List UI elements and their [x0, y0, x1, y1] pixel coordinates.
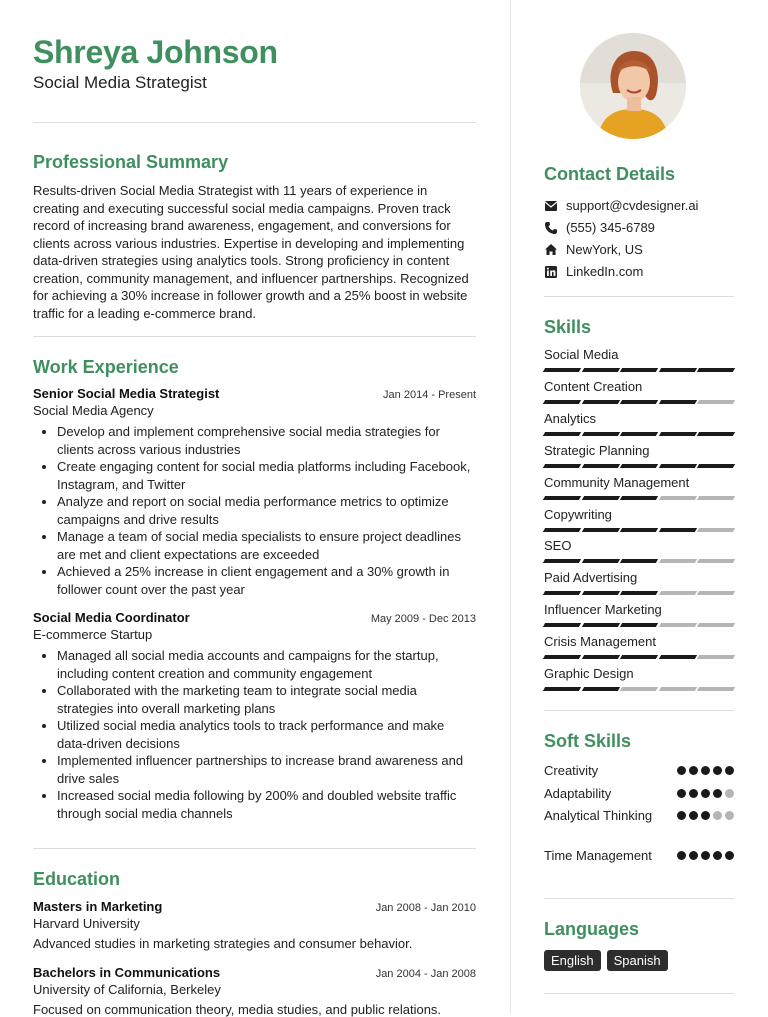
rating-dot — [677, 851, 686, 860]
list-item: • Analyze and report on social media performance metrics to optimize campaigns and drive results — [57, 493, 476, 528]
soft-skill-item — [544, 807, 734, 825]
skill-level-segment — [581, 496, 619, 500]
skill-level-segment — [581, 464, 619, 468]
skill-name: Strategic Planning — [544, 443, 650, 458]
rating-dot — [701, 851, 710, 860]
skill-level-bar — [544, 496, 734, 500]
skill-level-segment — [620, 464, 658, 468]
skill-item — [544, 475, 734, 500]
list-item: • Implemented influencer partnerships to increase brand awareness and drive sales — [57, 752, 476, 787]
linkedin-icon — [544, 265, 558, 279]
skill-level-segment — [659, 623, 697, 627]
divider — [544, 296, 734, 297]
candidate-title: Social Media Strategist — [33, 73, 207, 92]
job-bullets — [33, 647, 476, 822]
divider — [33, 122, 476, 123]
job-title: Senior Social Media Strategist — [33, 386, 220, 401]
skill-level-bar — [544, 623, 734, 627]
skill-level-bar — [544, 655, 734, 659]
rating-dot — [689, 811, 698, 820]
skill-level-segment — [620, 655, 658, 659]
school: University of California, Berkeley — [33, 982, 221, 997]
skill-level-segment — [543, 528, 581, 532]
list-item: • Managed all social media accounts and campaigns for the startup, including content creation and community engagement — [57, 647, 476, 682]
skill-level-segment — [659, 687, 697, 691]
skill-name: Copywriting — [544, 507, 612, 522]
skill-item — [544, 507, 734, 532]
rating-dot — [689, 766, 698, 775]
list-item: • Manage a team of social media specialists to ensure project deadlines are met and client expectations are exceeded — [57, 528, 476, 563]
language-badge: English — [544, 950, 601, 971]
skill-item — [544, 379, 734, 404]
phone-icon — [544, 221, 558, 235]
skill-level-bar — [544, 528, 734, 532]
degree: Masters in Marketing — [33, 899, 163, 914]
skill-item — [544, 634, 734, 659]
skill-name: SEO — [544, 538, 572, 553]
skill-level-segment — [659, 655, 697, 659]
rating-dot — [725, 811, 734, 820]
envelope-icon — [544, 199, 558, 213]
column-divider — [510, 0, 511, 1014]
contact-text: LinkedIn.com — [566, 264, 644, 279]
skill-level-bar — [544, 400, 734, 404]
skill-item — [544, 347, 734, 372]
list-item: • Develop and implement comprehensive social media strategies for clients across various industries — [57, 423, 476, 458]
skill-level-segment — [543, 559, 581, 563]
skill-level-segment — [659, 496, 697, 500]
skill-level-segment — [581, 687, 619, 691]
skill-item — [544, 443, 734, 468]
rating-dot — [701, 811, 710, 820]
skill-level-segment — [697, 591, 735, 595]
skill-name: Crisis Management — [544, 634, 656, 649]
skill-item — [544, 570, 734, 595]
education-date: Jan 2008 - Jan 2010 — [375, 902, 476, 914]
contact-text: (555) 345-6789 — [566, 220, 655, 235]
skill-level-segment — [581, 368, 619, 372]
languages-heading: Languages — [544, 919, 640, 939]
contact-location — [544, 242, 643, 257]
skill-level-segment — [543, 368, 581, 372]
skill-level-segment — [581, 591, 619, 595]
skill-level-bar — [544, 591, 734, 595]
skill-level-segment — [620, 591, 658, 595]
skill-level-segment — [697, 496, 735, 500]
skill-level-segment — [659, 528, 697, 532]
soft-skill-item — [544, 762, 734, 780]
skill-level-segment — [659, 368, 697, 372]
skill-level-segment — [620, 400, 658, 404]
education-heading: Education — [33, 869, 121, 889]
rating-dot — [677, 766, 686, 775]
home-icon — [544, 243, 558, 257]
skill-level-segment — [697, 623, 735, 627]
soft-skill-name: Creativity — [544, 763, 599, 778]
skill-level-segment — [581, 655, 619, 659]
rating-dot — [725, 789, 734, 798]
contact-linkedin — [544, 264, 643, 279]
skill-level-segment — [697, 655, 735, 659]
contact-text: NewYork, US — [566, 242, 643, 257]
skill-level-segment — [697, 464, 735, 468]
skill-level-segment — [620, 528, 658, 532]
skill-level-segment — [620, 623, 658, 627]
skill-level-segment — [697, 400, 735, 404]
list-item: • Increased social media following by 200% and doubled website traffic through social media channels — [57, 787, 476, 822]
skill-level-segment — [659, 464, 697, 468]
rating-dot — [677, 811, 686, 820]
soft-skill-name: Adaptability — [544, 786, 612, 801]
rating-dot — [713, 851, 722, 860]
job-org: Social Media Agency — [33, 403, 154, 418]
skill-level-bar — [544, 559, 734, 563]
rating-dot — [725, 851, 734, 860]
skill-name: Graphic Design — [544, 666, 634, 681]
skill-level-segment — [659, 559, 697, 563]
skill-item — [544, 666, 734, 691]
skill-item — [544, 538, 734, 563]
job-bullets — [33, 423, 476, 598]
job-title: Social Media Coordinator — [33, 610, 190, 625]
skill-level-segment — [697, 528, 735, 532]
rating-dot — [677, 789, 686, 798]
skill-level-segment — [581, 528, 619, 532]
list-item: • Create engaging content for social media platforms including Facebook, Instagram, and Twitter — [57, 458, 476, 493]
rating-dot — [713, 789, 722, 798]
skill-level-segment — [581, 432, 619, 436]
education-desc: Advanced studies in marketing strategies and consumer behavior. — [33, 936, 413, 951]
education-desc: Focused on communication theory, media studies, and public relations. — [33, 1002, 442, 1017]
job-entry — [33, 386, 476, 598]
contact-text: support@cvdesigner.ai — [566, 198, 699, 213]
skill-level-segment — [543, 687, 581, 691]
skill-level-bar — [544, 368, 734, 372]
soft-skill-rating — [677, 789, 734, 803]
soft-skill-name: Time Management — [544, 848, 652, 863]
skill-level-bar — [544, 464, 734, 468]
skill-item — [544, 411, 734, 436]
divider — [544, 993, 734, 994]
skill-level-segment — [581, 400, 619, 404]
work-heading: Work Experience — [33, 357, 179, 377]
languages-list — [544, 950, 668, 971]
rating-dot — [725, 766, 734, 775]
skill-level-bar — [544, 432, 734, 436]
soft-skill-rating — [677, 851, 734, 865]
skill-level-segment — [659, 432, 697, 436]
skill-name: Influencer Marketing — [544, 602, 662, 617]
candidate-name: Shreya Johnson — [33, 34, 278, 70]
rating-dot — [689, 851, 698, 860]
rating-dot — [701, 766, 710, 775]
skill-name: Community Management — [544, 475, 690, 490]
rating-dot — [713, 811, 722, 820]
soft-skill-name: Analytical Thinking — [544, 808, 653, 823]
skill-level-segment — [620, 559, 658, 563]
language-badge: Spanish — [607, 950, 668, 971]
skill-level-segment — [543, 591, 581, 595]
summary-heading: Professional Summary — [33, 152, 229, 172]
skills-heading: Skills — [544, 317, 592, 337]
list-item: • Achieved a 25% increase in client engagement and a 30% growth in follower count over the past year — [57, 563, 476, 598]
education-entry — [33, 965, 476, 1017]
education-date: Jan 2004 - Jan 2008 — [375, 968, 476, 980]
skill-level-segment — [620, 496, 658, 500]
skill-level-segment — [581, 559, 619, 563]
skill-level-segment — [697, 368, 735, 372]
skill-level-segment — [543, 432, 581, 436]
education-entry — [33, 899, 476, 951]
skill-level-segment — [659, 591, 697, 595]
soft-skill-item — [544, 785, 734, 803]
rating-dot — [689, 789, 698, 798]
job-org: E-commerce Startup — [33, 627, 153, 642]
contact-heading: Contact Details — [544, 164, 676, 184]
skill-level-segment — [543, 400, 581, 404]
skill-level-segment — [543, 655, 581, 659]
skill-level-bar — [544, 687, 734, 691]
skill-level-segment — [543, 464, 581, 468]
list-item: • Utilized social media analytics tools to track performance and make data-driven decisions — [57, 717, 476, 752]
skill-level-segment — [697, 687, 735, 691]
soft-skill-item — [544, 847, 734, 865]
list-item: • Collaborated with the marketing team to integrate social media strategies into overall marketing plans — [57, 682, 476, 717]
skill-level-segment — [697, 432, 735, 436]
job-date: Jan 2014 - Present — [383, 389, 476, 401]
skill-name: Content Creation — [544, 379, 643, 394]
divider — [544, 898, 734, 899]
skill-level-segment — [581, 623, 619, 627]
skill-level-segment — [543, 496, 581, 500]
skill-level-segment — [659, 400, 697, 404]
contact-phone — [544, 220, 655, 235]
divider — [33, 336, 476, 337]
degree: Bachelors in Communications — [33, 965, 221, 980]
soft-skill-rating — [677, 811, 734, 825]
soft-skill-rating — [677, 766, 734, 780]
soft-skills-heading: Soft Skills — [544, 731, 632, 751]
skill-level-segment — [620, 687, 658, 691]
divider — [33, 848, 476, 849]
skill-item — [544, 602, 734, 627]
job-entry — [33, 610, 476, 822]
contact-email — [544, 198, 698, 213]
skill-level-segment — [620, 368, 658, 372]
rating-dot — [701, 789, 710, 798]
rating-dot — [713, 766, 722, 775]
skill-name: Analytics — [544, 411, 597, 426]
profile-photo — [580, 33, 686, 139]
skill-name: Paid Advertising — [544, 570, 638, 585]
school: Harvard University — [33, 916, 140, 931]
skill-name: Social Media — [544, 347, 619, 362]
job-date: May 2009 - Dec 2013 — [370, 613, 476, 625]
divider — [544, 710, 734, 711]
summary-text: Results-driven Social Media Strategist with 11 years of experience in creating and executing successful social media campaigns. Proven track record of increasing brand awareness, engagement, and conversions for clients across various industries. Expertise in developing and implementing data-driven strategies using analytics tools. Strong proficiency in content creation, community management, and influencer partnerships. Recognized for achieving a 30% increase in follower growth and a 25% boost in website traffic for a leading e-commerce brand. — [33, 183, 469, 321]
skill-level-segment — [620, 432, 658, 436]
skill-level-segment — [543, 623, 581, 627]
skill-level-segment — [697, 559, 735, 563]
